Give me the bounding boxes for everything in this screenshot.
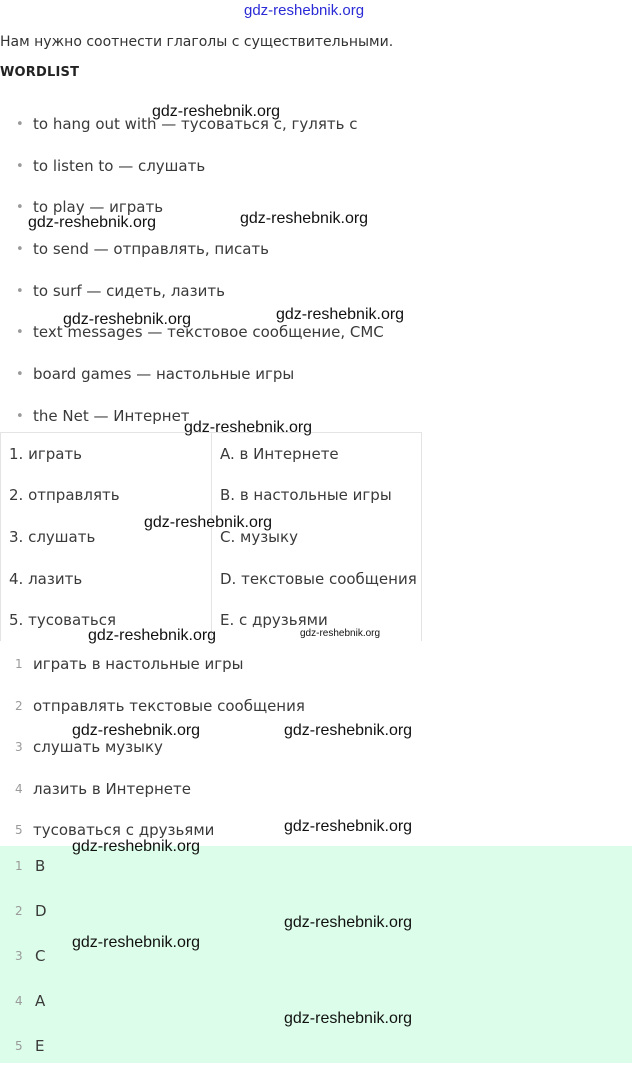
- bullet-icon: •: [16, 367, 24, 383]
- table-row: [1, 433, 422, 475]
- list-item: [0, 769, 632, 811]
- matching-table: [0, 432, 422, 641]
- verb-cell: 4. лазить: [1, 558, 212, 600]
- watermark: gdz-reshebnik.org: [63, 311, 192, 328]
- item-number: 2: [15, 698, 23, 713]
- answer-letters-panel: [0, 846, 632, 1063]
- bullet-icon: •: [16, 200, 24, 216]
- verb-cell: 2. отправлять: [1, 475, 212, 517]
- watermark: gdz-reshebnik.org: [284, 1010, 413, 1027]
- noun-cell: D. текстовые сообщения: [212, 558, 422, 600]
- wordlist-item: [0, 354, 430, 396]
- wordlist-item: [0, 229, 430, 271]
- wordlist-item-text: to hang out with — тусоваться с, гулять с: [33, 115, 358, 133]
- bullet-icon: •: [16, 408, 24, 424]
- bullet-icon: •: [16, 325, 24, 341]
- watermark: gdz-reshebnik.org: [240, 210, 369, 227]
- item-number: 1: [15, 657, 23, 671]
- item-number: 3: [15, 949, 23, 963]
- watermark: gdz-reshebnik.org: [184, 419, 313, 436]
- watermark: gdz-reshebnik.org: [284, 722, 413, 739]
- wordlist-item-text: to send — отправлять, писать: [33, 240, 270, 259]
- answer-phrase: лазить в Интернете: [33, 779, 191, 798]
- answer-phrase: слушать музыку: [33, 738, 163, 757]
- bullet-icon: •: [16, 283, 24, 299]
- verb-cell: 3. слушать: [1, 516, 212, 558]
- verb-cell: 5. тусоваться: [1, 599, 212, 641]
- bullet-icon: •: [16, 242, 24, 258]
- wordlist-item-text: to listen to — слушать: [33, 156, 206, 175]
- watermark: gdz-reshebnik.org: [72, 934, 201, 951]
- noun-cell: C. музыку: [212, 516, 422, 558]
- answer-letter: A: [35, 992, 46, 1010]
- item-number: 5: [15, 823, 23, 838]
- item-number: 5: [15, 1039, 23, 1053]
- item-number: 3: [15, 740, 23, 755]
- intro-text: Нам нужно соотнести глаголы с существительными.: [0, 34, 394, 50]
- wordlist-heading: WORDLIST: [0, 65, 80, 80]
- item-number: 4: [15, 781, 23, 796]
- table-row: [1, 475, 422, 517]
- watermark: gdz-reshebnik.org: [88, 627, 217, 644]
- answer-phrase: играть в настольные игры: [33, 655, 244, 673]
- answer-letter: D: [35, 902, 47, 920]
- noun-cell: A. в Интернете: [212, 433, 422, 475]
- noun-cell: B. в настольные игры: [212, 475, 422, 517]
- noun-cell: E. с друзьями: [212, 599, 422, 641]
- wordlist: [0, 104, 430, 438]
- answer-phrase: тусоваться с друзьями: [33, 821, 215, 840]
- item-number: 4: [15, 994, 23, 1008]
- wordlist-item: [0, 146, 430, 188]
- watermark: gdz-reshebnik.org: [276, 306, 405, 323]
- answer-letter: B: [35, 857, 46, 875]
- verb-cell: 1. играть: [1, 433, 212, 475]
- answer-phrase: отправлять текстовые сообщения: [33, 696, 305, 715]
- item-number: 2: [15, 904, 23, 918]
- wordlist-item-text: board games — настольные игры: [33, 365, 295, 384]
- watermark: gdz-reshebnik.org: [28, 214, 157, 231]
- item-number: 1: [15, 859, 23, 873]
- wordlist-item-text: text messages — текстовое сообщение, СМС: [33, 323, 384, 342]
- answer-letter: C: [35, 947, 46, 965]
- header-site-link[interactable]: gdz-reshebnik.org: [244, 2, 365, 19]
- wordlist-item-text: to surf — сидеть, лазить: [33, 281, 225, 300]
- list-item: [0, 644, 632, 686]
- table-row: [1, 558, 422, 600]
- wordlist-item-text: the Net — Интернет: [33, 406, 190, 425]
- watermark: gdz-reshebnik.org: [284, 818, 413, 835]
- wordlist-item-text: to play — играть: [33, 198, 164, 217]
- watermark: gdz-reshebnik.org: [144, 514, 273, 531]
- watermark: gdz-reshebnik.org: [72, 722, 201, 739]
- bullet-icon: •: [16, 158, 24, 174]
- bullet-icon: •: [16, 117, 24, 132]
- watermark: gdz-reshebnik.org: [284, 914, 413, 931]
- watermark: gdz-reshebnik.org: [72, 838, 201, 855]
- watermark: gdz-reshebnik.org: [300, 628, 381, 639]
- list-item: [0, 1027, 632, 1072]
- answer-letter: E: [35, 1037, 45, 1055]
- watermark: gdz-reshebnik.org: [152, 103, 281, 120]
- list-item: [0, 686, 632, 728]
